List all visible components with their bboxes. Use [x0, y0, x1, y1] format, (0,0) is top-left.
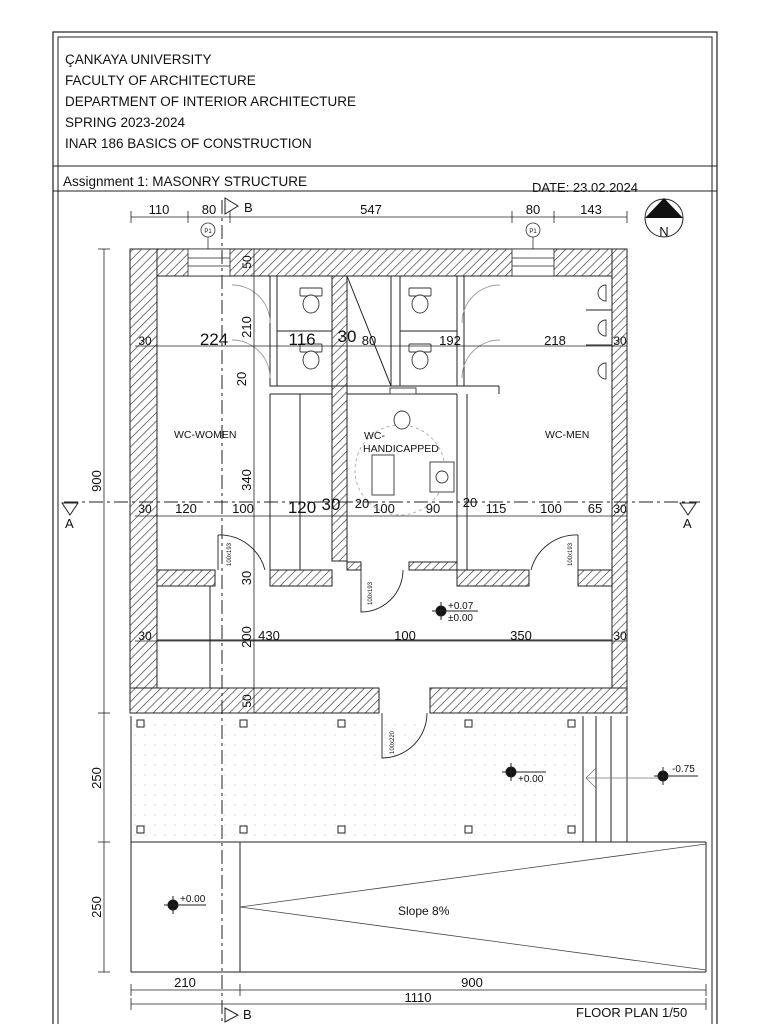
dim-top-80a: 80 [201, 202, 217, 217]
dim-r3-30a: 30 [138, 629, 152, 643]
section-b-bottom: B [243, 1007, 252, 1022]
header-line-university: ÇANKAYA UNIVERSITY [65, 52, 212, 67]
dim-r2-115: 115 [485, 501, 507, 516]
section-b-top: B [244, 200, 253, 215]
room-label-wc-handicapped-2: HANDICAPPED [363, 443, 439, 455]
dim-r2-20b: 20 [462, 495, 478, 510]
door-tag-handicapped: 100x193 [368, 581, 374, 605]
door-tag-entrance: 100x220 [390, 730, 396, 754]
dim-v-200: 200 [239, 626, 254, 648]
door-tag-men: 100x193 [568, 542, 574, 566]
dim-r3-30b: 30 [613, 629, 627, 643]
dim-bottom-1110: 1110 [404, 990, 432, 1005]
dim-v-340: 340 [239, 469, 254, 491]
dim-r1-218: 218 [544, 333, 566, 348]
door-swings [218, 285, 578, 758]
dim-r2-120b: 120 [287, 498, 317, 517]
dim-bottom-210: 210 [174, 975, 196, 990]
dim-v-50b: 50 [240, 694, 254, 708]
dim-r1-224: 224 [199, 330, 229, 349]
dim-r2-65: 65 [587, 501, 603, 516]
room-label-wc-men: WC-MEN [545, 429, 590, 441]
porch-area [131, 716, 706, 972]
dim-v-30: 30 [239, 570, 254, 586]
dim-r2-100c: 100 [540, 501, 562, 516]
dim-v-50a: 50 [240, 255, 254, 269]
dim-r2-90: 90 [425, 501, 441, 516]
level-ramp-base: +0.00 [180, 894, 206, 905]
drawing-title: FLOOR PLAN 1/50 [576, 1005, 688, 1020]
level-interior-b: ±0.00 [448, 613, 473, 624]
dim-top-80b: 80 [525, 202, 541, 217]
section-a-left: A [65, 516, 74, 531]
column-tag-right: P1 [529, 229, 537, 235]
header-line-faculty: FACULTY OF ARCHITECTURE [65, 73, 256, 88]
dim-r1-80: 80 [361, 333, 377, 348]
north-label: N [659, 224, 669, 239]
header-line-department: DEPARTMENT OF INTERIOR ARCHITECTURE [65, 94, 357, 109]
dim-v-210: 210 [239, 316, 254, 338]
dim-r2-30a: 30 [138, 502, 152, 516]
dim-r1-30c: 30 [613, 334, 627, 348]
room-label-wc-women: WC-WOMEN [174, 429, 237, 441]
dim-r1-30a: 30 [138, 334, 152, 348]
dim-left-900: 900 [89, 470, 104, 492]
dim-left-250a: 250 [89, 767, 104, 789]
dim-r3-430: 430 [258, 628, 280, 643]
ramp-slope-label: Slope 8% [398, 904, 450, 918]
dim-r2-30b: 30 [321, 495, 341, 514]
header-line-course: INAR 186 BASICS OF CONSTRUCTION [65, 136, 312, 151]
drawing-date: DATE: 23.02.2024 [532, 180, 638, 195]
dim-bottom-900: 900 [461, 975, 483, 990]
header-line-semester: SPRING 2023-2024 [65, 115, 186, 130]
door-tag-women: 100x193 [227, 542, 233, 566]
section-a-right: A [683, 516, 692, 531]
dim-r2-20a: 20 [354, 496, 370, 511]
level-outside: -0.75 [672, 764, 695, 775]
column-tag-left: P1 [204, 229, 212, 235]
dim-v-20: 20 [234, 371, 249, 387]
dim-r2-100b: 100 [373, 501, 395, 516]
room-label-wc-handicapped-1: WC- [364, 430, 385, 442]
dim-r2-100a: 100 [232, 501, 254, 516]
dim-r2-120a: 120 [175, 501, 197, 516]
dim-top-547: 547 [360, 202, 382, 217]
dim-r1-30b: 30 [337, 327, 357, 346]
dim-r1-116: 116 [288, 330, 316, 349]
assignment-title: Assignment 1: MASONRY STRUCTURE [63, 174, 308, 189]
column-tags [201, 223, 540, 249]
dim-r2-30c: 30 [613, 502, 627, 516]
dim-r3-350: 350 [510, 628, 532, 643]
dim-top-110: 110 [148, 202, 170, 217]
dim-top-143: 143 [580, 202, 602, 217]
level-interior-a: +0.07 [448, 601, 474, 612]
level-porch: +0.00 [518, 774, 544, 785]
dim-r3-100: 100 [394, 628, 416, 643]
dim-r1-192: 192 [439, 333, 461, 348]
dim-left-250b: 250 [89, 896, 104, 918]
